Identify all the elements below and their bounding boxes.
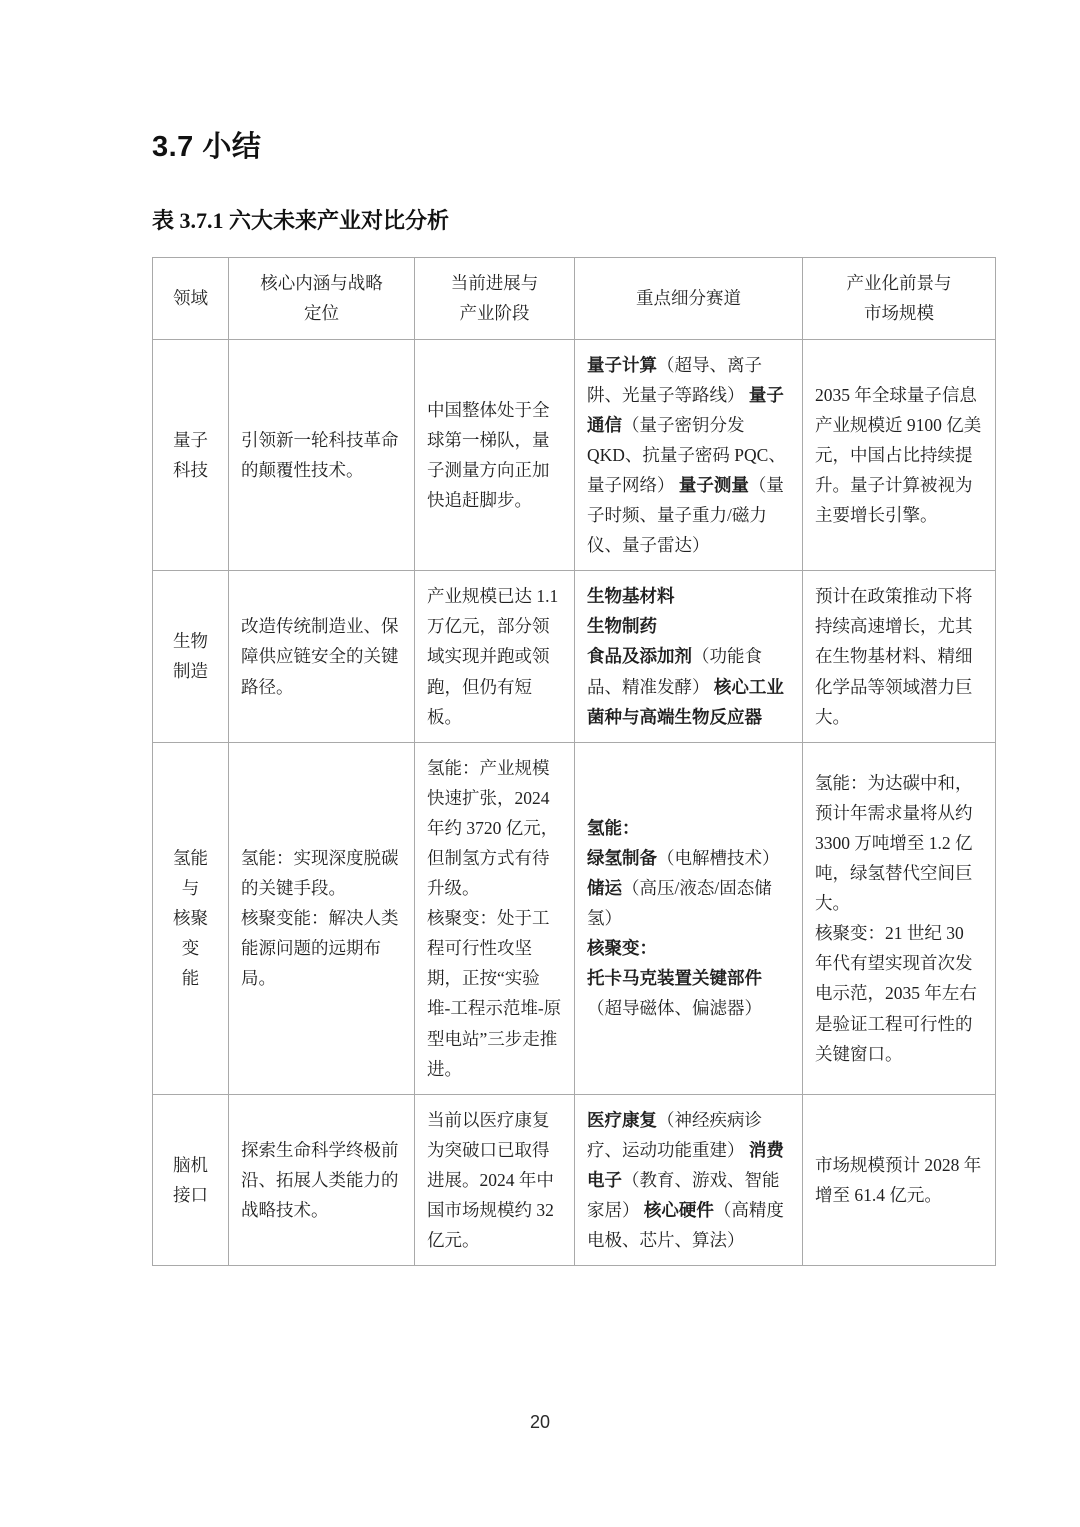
current-progress-fusion: 核聚变：处于工程可行性攻坚期，正按“实验堆-工程示范堆-原型电站”三步走推进。 bbox=[427, 908, 562, 1079]
row-domain-hydrogen-fusion-line1: 氢能与 bbox=[173, 847, 208, 899]
track-detail-core-hardware: （高精度电极、芯片、算法） bbox=[587, 1200, 784, 1251]
cell-current-progress-hydrogen-fusion bbox=[415, 742, 575, 1094]
cell-market-outlook-hydrogen-fusion bbox=[803, 742, 996, 1094]
track-label-biobased-materials: 生物基材料 bbox=[587, 586, 675, 607]
column-header-core-positioning-line2: 定位 bbox=[304, 303, 339, 324]
table-row bbox=[153, 742, 996, 1094]
table-row bbox=[153, 571, 996, 742]
row-domain-quantum-line2: 科技 bbox=[173, 459, 208, 480]
cell-core-positioning-quantum: 引领新一轮科技革命的颠覆性技术。 bbox=[229, 339, 415, 571]
column-header-current-progress bbox=[415, 258, 575, 339]
row-domain-biomanufacturing-line2: 制造 bbox=[173, 661, 208, 682]
cell-key-tracks-biomanufacturing bbox=[575, 571, 803, 742]
core-positioning-hydrogen: 氢能：实现深度脱碳的关键手段。 bbox=[241, 847, 399, 899]
track-group-label-hydrogen: 氢能： bbox=[587, 817, 640, 838]
cell-market-outlook-quantum: 2035 年全球量子信息产业规模近 9100 亿美元，中国占比持续提升。量子计算被视为主要增长引擎。 bbox=[803, 339, 996, 571]
cell-current-progress-quantum: 中国整体处于全球第一梯队，量子测量方向正加快追赶脚步。 bbox=[415, 339, 575, 571]
track-label-food-additives: 食品及添加剂 bbox=[587, 646, 692, 667]
track-label-quantum-communication: 量子通信 bbox=[587, 384, 784, 435]
track-label-green-hydrogen: 绿氢制备 bbox=[587, 847, 657, 868]
row-domain-biomanufacturing bbox=[153, 571, 229, 742]
row-domain-quantum bbox=[153, 339, 229, 571]
market-outlook-fusion: 核聚变：21 世纪 30 年代有望实现首次发电示范，2035 年左右是验证工程可行性的关键窗口。 bbox=[815, 923, 977, 1064]
track-group-label-fusion: 核聚变： bbox=[587, 938, 657, 959]
market-outlook-hydrogen: 氢能：为达碳中和，预计年需求量将从约 3300 万吨增至 1.2 亿吨，绿氢替代空间巨大。 bbox=[815, 772, 973, 914]
track-label-core-hardware: 核心硬件 bbox=[643, 1200, 714, 1221]
column-header-key-tracks-line1: 重点细分赛道 bbox=[636, 288, 741, 309]
column-header-market-outlook bbox=[803, 258, 996, 339]
track-label-tokamak: 托卡马克装置关键部件 bbox=[587, 968, 762, 989]
cell-key-tracks-quantum bbox=[575, 339, 803, 571]
row-domain-bci-line2: 接口 bbox=[173, 1184, 208, 1205]
row-domain-hydrogen-fusion-line3: 能 bbox=[181, 968, 200, 989]
track-detail-medical-rehab: （神经疾病诊疗、运动功能重建） bbox=[587, 1109, 762, 1160]
cell-key-tracks-bci bbox=[575, 1094, 803, 1265]
section-heading: 3.7 小结 bbox=[152, 131, 262, 163]
cell-core-positioning-bci: 探索生命科学终极前沿、拓展人类能力的战略技术。 bbox=[229, 1094, 415, 1265]
track-label-industrial-strains: 核心工业菌种与高端生物反应器 bbox=[587, 676, 784, 727]
cell-market-outlook-biomanufacturing: 预计在政策推动下将持续高速增长，尤其在生物基材料、精细化学品等领域潜力巨大。 bbox=[803, 571, 996, 742]
cell-key-tracks-hydrogen-fusion bbox=[575, 742, 803, 1094]
cell-current-progress-biomanufacturing: 产业规模已达 1.1 万亿元，部分领域实现并跑或领跑，但仍有短板。 bbox=[415, 571, 575, 742]
column-header-market-outlook-line2: 市场规模 bbox=[864, 303, 934, 324]
track-detail-storage-transport: （高压/液态/固态储氢） bbox=[587, 878, 772, 929]
column-header-domain-line1: 领域 bbox=[173, 288, 208, 309]
track-label-consumer-electronics: 消费电子 bbox=[587, 1139, 784, 1190]
track-detail-tokamak: （超导磁体、偏滤器） bbox=[587, 998, 762, 1019]
column-header-domain bbox=[153, 258, 229, 339]
track-detail-consumer-electronics: （教育、游戏、智能家居） bbox=[587, 1169, 780, 1221]
column-header-current-progress-line2: 产业阶段 bbox=[459, 303, 530, 324]
cell-current-progress-bci: 当前以医疗康复为突破口已取得进展。2024 年中国市场规模约 32 亿元。 bbox=[415, 1094, 575, 1265]
table-caption: 表 3.7.1 六大未来产业对比分析 bbox=[152, 207, 450, 233]
track-label-storage-transport: 储运 bbox=[587, 878, 622, 899]
table-row bbox=[153, 339, 996, 571]
table-body bbox=[153, 339, 996, 1266]
row-domain-quantum-line1: 量子 bbox=[173, 429, 208, 450]
current-progress-hydrogen: 氢能：产业规模快速扩张，2024 年约 3720 亿元，但制氢方式有待升级。 bbox=[427, 757, 559, 899]
cell-core-positioning-hydrogen-fusion bbox=[229, 742, 415, 1094]
column-header-market-outlook-line1: 产业化前景与 bbox=[846, 273, 952, 294]
column-header-core-positioning-line1: 核心内涵与战略 bbox=[260, 273, 383, 294]
track-detail-food-additives: （功能食品、精准发酵） bbox=[587, 646, 762, 697]
page-number: 20 bbox=[529, 1412, 551, 1432]
row-domain-hydrogen-fusion bbox=[153, 742, 229, 1094]
core-positioning-fusion: 核聚变能：解决人类能源问题的远期布局。 bbox=[241, 908, 399, 989]
column-header-key-tracks bbox=[575, 258, 803, 339]
track-label-quantum-computing: 量子计算 bbox=[587, 354, 657, 375]
track-detail-quantum-measurement: （量子时频、量子重力/磁力仪、量子雷达） bbox=[587, 474, 784, 556]
track-label-medical-rehab: 医疗康复 bbox=[587, 1109, 657, 1130]
column-header-core-positioning bbox=[229, 258, 415, 339]
table-row bbox=[153, 1094, 996, 1265]
track-label-biopharmaceuticals: 生物制药 bbox=[587, 616, 657, 637]
page-content bbox=[152, 130, 998, 1266]
cell-market-outlook-bci: 市场规模预计 2028 年增至 61.4 亿元。 bbox=[803, 1094, 996, 1265]
table-header-row bbox=[153, 258, 996, 339]
table-header bbox=[153, 258, 996, 339]
cell-core-positioning-biomanufacturing: 改造传统制造业、保障供应链安全的关键路径。 bbox=[229, 571, 415, 742]
track-label-quantum-measurement: 量子测量 bbox=[678, 474, 749, 495]
track-detail-quantum-communication: （量子密钥分发 QKD、抗量子密码 PQC、量子网络） bbox=[587, 414, 786, 495]
comparison-table bbox=[152, 257, 996, 1266]
track-detail-quantum-computing: （超导、离子阱、光量子等路线） bbox=[587, 354, 762, 405]
column-header-current-progress-line1: 当前进展与 bbox=[450, 273, 539, 294]
track-detail-green-hydrogen: （电解槽技术） bbox=[657, 847, 780, 868]
row-domain-biomanufacturing-line1: 生物 bbox=[173, 631, 208, 652]
row-domain-bci-line1: 脑机 bbox=[173, 1154, 208, 1175]
row-domain-bci bbox=[153, 1094, 229, 1265]
row-domain-hydrogen-fusion-line2: 核聚变 bbox=[173, 908, 208, 959]
